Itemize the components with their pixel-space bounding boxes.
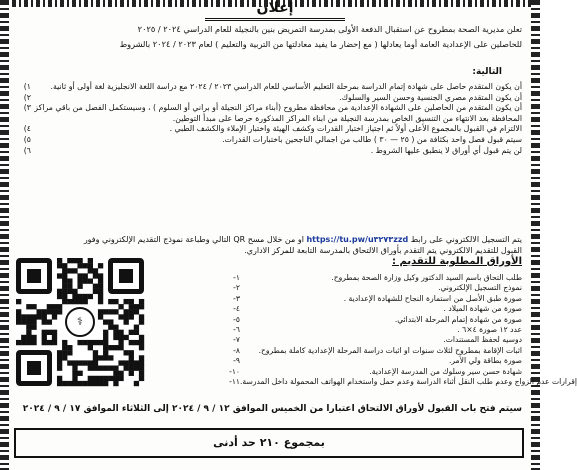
qr-module <box>118 376 123 381</box>
qr-module <box>113 345 118 350</box>
document-number: ١١- <box>229 377 240 387</box>
qr-module <box>93 289 98 294</box>
qr-module <box>98 309 103 314</box>
qr-module <box>88 268 93 273</box>
qr-module <box>16 319 21 324</box>
qr-module <box>139 299 144 304</box>
qr-module <box>124 309 129 314</box>
document-item <box>222 315 522 325</box>
qr-module <box>134 340 139 345</box>
qr-module <box>42 319 47 324</box>
qr-module <box>103 355 108 360</box>
qr-module <box>88 366 93 371</box>
document-number: ٢- <box>233 283 240 293</box>
qr-module <box>57 289 62 294</box>
qr-module <box>113 371 118 376</box>
qr-module <box>77 381 82 386</box>
registration-line-1 <box>17 234 522 245</box>
qr-module <box>124 299 129 304</box>
qr-module <box>129 314 134 319</box>
qr-module <box>57 258 62 263</box>
qr-module <box>57 263 62 268</box>
qr-module <box>139 340 144 345</box>
deadline-notice: سيتم فتح باب القبول لأوراق الالتحاق اعتبارا من الخميس الموافق ١٢ / ٩ / ٢٠٢٤ إلى الثلاثاء الموافق ١٧ / ٩ / ٢٠٢٤ <box>22 404 522 414</box>
qr-module <box>88 340 93 345</box>
qr-module <box>134 330 139 335</box>
qr-module <box>134 309 139 314</box>
qr-module <box>118 371 123 376</box>
qr-module <box>16 299 21 304</box>
qr-module <box>98 299 103 304</box>
qr-module <box>139 371 144 376</box>
qr-code-icon[interactable] <box>16 258 144 386</box>
registration-text-after: او من خلال مسح QR التالي وطباعة نموذج التقديم الإلكتروني وفور <box>83 235 304 244</box>
qr-module <box>98 355 103 360</box>
qr-module <box>47 319 52 324</box>
qr-module <box>139 335 144 340</box>
qr-module <box>134 366 139 371</box>
documents-title: الأوراق المطلوبة للتقديم : <box>392 256 522 267</box>
qr-module <box>77 360 82 365</box>
qr-module <box>124 366 129 371</box>
qr-module <box>67 350 72 355</box>
qr-module <box>62 273 67 278</box>
qr-module <box>98 381 103 386</box>
qr-module <box>129 330 134 335</box>
qr-module <box>93 381 98 386</box>
qr-module <box>62 350 67 355</box>
qr-module <box>129 299 134 304</box>
document-item <box>222 283 522 293</box>
condition-text: سيتم قبول فصل واحد بكثافة من ( ٢٥ — ٣٠ ) طالب من اجمالي الناجحين باختبارات القدرات. <box>222 134 522 144</box>
qr-module <box>31 340 36 345</box>
qr-module <box>98 376 103 381</box>
qr-module <box>36 309 41 314</box>
qr-module <box>98 314 103 319</box>
document-text: طلب التحاق باسم السيد الدكتور وكيل وزارة الصحة بمطروح. <box>331 273 522 282</box>
condition-item <box>17 146 522 157</box>
qr-module <box>139 355 144 360</box>
qr-module <box>62 294 67 299</box>
document-item <box>222 356 522 366</box>
qr-module <box>93 340 98 345</box>
document-number: ٨- <box>233 345 240 355</box>
qr-module <box>93 268 98 273</box>
qr-module <box>26 304 31 309</box>
qr-module <box>93 273 98 278</box>
condition-item <box>17 82 522 93</box>
document-item <box>222 367 522 377</box>
document-text: شهادة حسن سير وسلوك من المدرسة الإعدادية. <box>369 366 522 376</box>
qr-module <box>67 278 72 283</box>
qr-module <box>108 319 113 324</box>
qr-module <box>113 299 118 304</box>
qr-module <box>57 350 62 355</box>
document-number: ٥- <box>233 314 240 324</box>
qr-module <box>72 299 77 304</box>
document-text: صورة بطاقة ولي الأمر. <box>448 356 522 366</box>
qr-module <box>47 330 52 335</box>
qr-module <box>67 258 72 263</box>
qr-module <box>26 325 31 330</box>
qr-module <box>62 355 67 360</box>
qr-module <box>88 376 93 381</box>
qr-module <box>57 355 62 360</box>
qr-module <box>124 360 129 365</box>
qr-module <box>21 314 26 319</box>
qr-module <box>129 309 134 314</box>
qr-module <box>108 355 113 360</box>
qr-module <box>139 366 144 371</box>
decorative-border-right <box>531 0 540 470</box>
qr-module <box>139 319 144 324</box>
qr-module <box>77 258 82 263</box>
document-number: ٤- <box>233 304 240 314</box>
qr-module <box>98 294 103 299</box>
qr-module <box>52 340 57 345</box>
qr-module <box>52 304 57 309</box>
condition-number: ٦) <box>23 145 31 155</box>
qr-module <box>77 299 82 304</box>
qr-module <box>42 330 47 335</box>
qr-module <box>98 366 103 371</box>
document-item <box>222 325 522 335</box>
qr-module <box>98 273 103 278</box>
minimum-score-text: بمجموع ٢١٠ حد أدنى <box>213 436 325 449</box>
qr-module <box>62 345 67 350</box>
qr-module <box>62 278 67 283</box>
qr-module <box>77 278 82 283</box>
document-text: دوسيه لحفظ المستندات. <box>443 335 522 345</box>
qr-module <box>113 335 118 340</box>
condition-item <box>17 124 522 135</box>
qr-module <box>108 345 113 350</box>
document-number: ١- <box>233 273 240 282</box>
qr-module <box>72 268 77 273</box>
document-number: ٣- <box>233 293 240 303</box>
qr-module <box>88 294 93 299</box>
qr-module <box>103 309 108 314</box>
document-text: نموذج التسجيل الإلكتروني. <box>438 283 522 293</box>
qr-module <box>72 371 77 376</box>
qr-module <box>67 289 72 294</box>
document-text: إقرارات عدم الزواج وعدم طلب النقل أثناء الدراسة وعدم حمل واستخدام الهواتف المحمولة داخل المدرسة. <box>240 377 577 387</box>
qr-module <box>113 381 118 386</box>
qr-module <box>118 340 123 345</box>
qr-finder-top-right <box>108 258 144 294</box>
condition-number: ٤) <box>23 124 31 134</box>
qr-module <box>98 289 103 294</box>
qr-module <box>139 304 144 309</box>
qr-module <box>113 309 118 314</box>
qr-module <box>77 284 82 289</box>
qr-module <box>83 340 88 345</box>
qr-module <box>93 355 98 360</box>
qr-module <box>72 376 77 381</box>
document-text: صورة من شهادة الميلاد . <box>443 304 522 314</box>
qr-module <box>124 314 129 319</box>
qr-module <box>21 319 26 324</box>
qr-module <box>72 366 77 371</box>
qr-module <box>83 381 88 386</box>
condition-item <box>17 103 522 124</box>
qr-module <box>98 278 103 283</box>
condition-text: أن يكون المتقدم مصري الجنسية وحسن السير والسلوك. <box>339 92 522 102</box>
qr-module <box>67 268 72 273</box>
qr-module <box>93 376 98 381</box>
qr-module <box>52 330 57 335</box>
document-text: صورة من شهادة إتمام المرحلة الابتدائي. <box>394 314 522 324</box>
qr-module <box>16 309 21 314</box>
qr-module <box>83 278 88 283</box>
document-number: ١٠- <box>229 366 240 376</box>
condition-number: ٣) <box>23 103 31 113</box>
qr-module <box>134 304 139 309</box>
condition-number: ٥) <box>23 134 31 144</box>
qr-module <box>93 360 98 365</box>
qr-module <box>77 340 82 345</box>
qr-module <box>103 330 108 335</box>
qr-module <box>67 381 72 386</box>
qr-module <box>67 299 72 304</box>
condition-text: أن يكون المتقدم حاصل على شهادة إتمام الدراسة بمرحلة التعليم الأساسي للعام الدراسي ٢٠٢٣ / ٢٠٢٤ مع دراسة اللغة الانجليزية لغة أولى أو ثانية. <box>50 82 522 91</box>
qr-module <box>62 284 67 289</box>
qr-module <box>77 371 82 376</box>
qr-module <box>129 340 134 345</box>
qr-module <box>31 314 36 319</box>
document-item <box>222 304 522 314</box>
qr-module <box>21 340 26 345</box>
qr-module <box>42 335 47 340</box>
qr-module <box>31 319 36 324</box>
qr-module <box>83 299 88 304</box>
document-text: عدد ١٢ صورة ٤×٦ . <box>457 325 522 335</box>
qr-module <box>93 284 98 289</box>
qr-module <box>72 294 77 299</box>
qr-module <box>118 304 123 309</box>
qr-module <box>124 319 129 324</box>
qr-module <box>113 366 118 371</box>
page-title: إعلان <box>256 0 294 16</box>
registration-link[interactable]: https://tu.pw/u٣٢٧٣zzd <box>306 235 409 244</box>
qr-module <box>93 366 98 371</box>
qr-module <box>108 299 113 304</box>
document-number: ٧- <box>233 335 240 345</box>
document-number: ٦- <box>233 325 240 335</box>
qr-module <box>83 263 88 268</box>
qr-module <box>118 360 123 365</box>
qr-module <box>118 345 123 350</box>
documents-list <box>222 273 577 387</box>
qr-module <box>67 284 72 289</box>
qr-module <box>124 335 129 340</box>
qr-module <box>77 273 82 278</box>
qr-module <box>103 366 108 371</box>
intro-line-1: تعلن مديرية الصحة بمطروح عن استقبال الدفعة الأولى بمدرسة التمريض بنين بالنجيلة للعام الدراسي ٢٠٢٤ / ٢٠٢٥ <box>137 24 522 34</box>
qr-module <box>134 381 139 386</box>
qr-module <box>62 263 67 268</box>
qr-module <box>103 340 108 345</box>
qr-module <box>77 263 82 268</box>
condition-number: ٢) <box>23 92 31 102</box>
emblem-icon: ⚕ <box>65 307 95 337</box>
document-text: صورة طبق الأصل من استمارة النجاح للشهادة الإعدادية . <box>343 293 522 303</box>
decorative-border-left <box>0 0 9 470</box>
condition-text: لن يتم قبول أي أوراق لا ينطبق عليها الشروط . <box>370 145 522 155</box>
qr-module <box>124 350 129 355</box>
qr-module <box>36 314 41 319</box>
qr-module <box>88 263 93 268</box>
qr-module <box>42 314 47 319</box>
qr-module <box>98 284 103 289</box>
qr-module <box>72 258 77 263</box>
qr-module <box>118 335 123 340</box>
intro-paragraph <box>17 24 522 53</box>
condition-item <box>17 93 522 104</box>
condition-text: الالتزام في القبول بالمجموع الأعلى أولاً ثم اجتياز اختبار القدرات وكشف الهيئة واختبار الإملاء والكشف الطبي . <box>169 124 522 134</box>
qr-module <box>62 268 67 273</box>
qr-module <box>113 330 118 335</box>
registration-note <box>17 234 522 256</box>
qr-module <box>77 294 82 299</box>
qr-module <box>57 376 62 381</box>
qr-module <box>47 340 52 345</box>
qr-module <box>57 309 62 314</box>
qr-module <box>88 381 93 386</box>
conditions-heading: التالية: <box>472 67 502 77</box>
qr-module <box>134 360 139 365</box>
qr-module <box>47 309 52 314</box>
qr-module <box>42 309 47 314</box>
qr-module <box>93 350 98 355</box>
qr-module <box>57 381 62 386</box>
qr-module <box>57 273 62 278</box>
qr-module <box>21 335 26 340</box>
qr-module <box>103 376 108 381</box>
document-number: ٩- <box>233 356 240 366</box>
qr-module <box>108 325 113 330</box>
qr-module <box>47 304 52 309</box>
qr-module <box>108 366 113 371</box>
qr-module <box>108 309 113 314</box>
qr-module <box>42 340 47 345</box>
qr-module <box>129 350 134 355</box>
qr-module <box>26 335 31 340</box>
qr-module <box>118 330 123 335</box>
intro-line-2: للحاصلين على الإعدادية العامة أوما يعادلها ( مع إحضار ما يفيد معادلتها من التربية والتعليم ) لعام ٢٠٢٣ / ٢٠٢٤ بالشروط <box>119 38 522 49</box>
qr-module <box>103 319 108 324</box>
document-text: اثبات الإقامة بمطروح لثلاث سنوات او اثبات دراسة المرحلة الإعدادية كاملة بمطروح. <box>258 345 522 355</box>
qr-module <box>62 299 67 304</box>
qr-module <box>57 360 62 365</box>
document-item <box>222 335 522 345</box>
qr-module <box>67 345 72 350</box>
qr-module <box>26 314 31 319</box>
qr-module <box>16 314 21 319</box>
qr-module <box>62 289 67 294</box>
qr-module <box>52 314 57 319</box>
qr-module <box>26 319 31 324</box>
qr-module <box>16 340 21 345</box>
qr-module <box>83 294 88 299</box>
qr-module <box>103 381 108 386</box>
qr-module <box>108 376 113 381</box>
condition-text: أن يكون المتقدم من الحاصلين على الشهادة الإعدادية من محافظة مطروح (أبناء مراكز النجيلة أو براني أو السلوم ) ، وسيستكمل الفصل من باقي مراكز المحافظة بعد الانتهاء من التنسيق الخاص بمدرسة النجيلة من ابناء المراكز المذكورة حرصا على مبدأ التوطين. <box>34 103 522 123</box>
qr-module <box>52 335 57 340</box>
qr-module <box>62 340 67 345</box>
qr-module <box>103 335 108 340</box>
qr-module <box>118 314 123 319</box>
qr-module <box>72 289 77 294</box>
qr-module <box>52 309 57 314</box>
qr-module <box>57 366 62 371</box>
qr-module <box>113 325 118 330</box>
qr-module <box>139 360 144 365</box>
qr-module <box>129 360 134 365</box>
conditions-list <box>17 82 522 156</box>
qr-module <box>129 355 134 360</box>
qr-module <box>72 381 77 386</box>
qr-finder-top-left <box>16 258 52 294</box>
qr-module <box>83 273 88 278</box>
condition-item <box>17 135 522 146</box>
qr-module <box>103 345 108 350</box>
qr-module <box>129 371 134 376</box>
qr-module <box>88 345 93 350</box>
qr-module <box>129 366 134 371</box>
qr-module <box>98 263 103 268</box>
qr-module <box>57 294 62 299</box>
qr-module <box>31 304 36 309</box>
minimum-score-box <box>14 428 524 458</box>
qr-module <box>88 258 93 263</box>
qr-module <box>98 340 103 345</box>
qr-module <box>139 376 144 381</box>
qr-finder-bottom-left <box>16 350 52 386</box>
document-item <box>222 377 577 387</box>
qr-module <box>72 360 77 365</box>
qr-module <box>83 360 88 365</box>
registration-text-before: يتم التسجيل الالكتروني على رابط <box>410 235 522 244</box>
qr-module <box>26 340 31 345</box>
qr-module <box>103 350 108 355</box>
qr-module <box>67 360 72 365</box>
document-item <box>222 294 522 304</box>
qr-module <box>113 376 118 381</box>
qr-module <box>134 325 139 330</box>
qr-module <box>57 304 62 309</box>
qr-module <box>139 345 144 350</box>
qr-module <box>139 314 144 319</box>
qr-module <box>31 325 36 330</box>
qr-module <box>62 381 67 386</box>
qr-module <box>88 278 93 283</box>
qr-module <box>88 360 93 365</box>
document-item <box>222 273 522 283</box>
qr-module <box>129 304 134 309</box>
qr-module <box>26 330 31 335</box>
registration-line-2: القبول للتقديم الالكتروني يتم التقدم بأوراق الالتحاق بالمدرسة التابعة للمركز الاداري. <box>244 246 522 255</box>
document-item <box>222 346 522 356</box>
condition-number: ١) <box>23 82 31 91</box>
qr-module <box>31 335 36 340</box>
